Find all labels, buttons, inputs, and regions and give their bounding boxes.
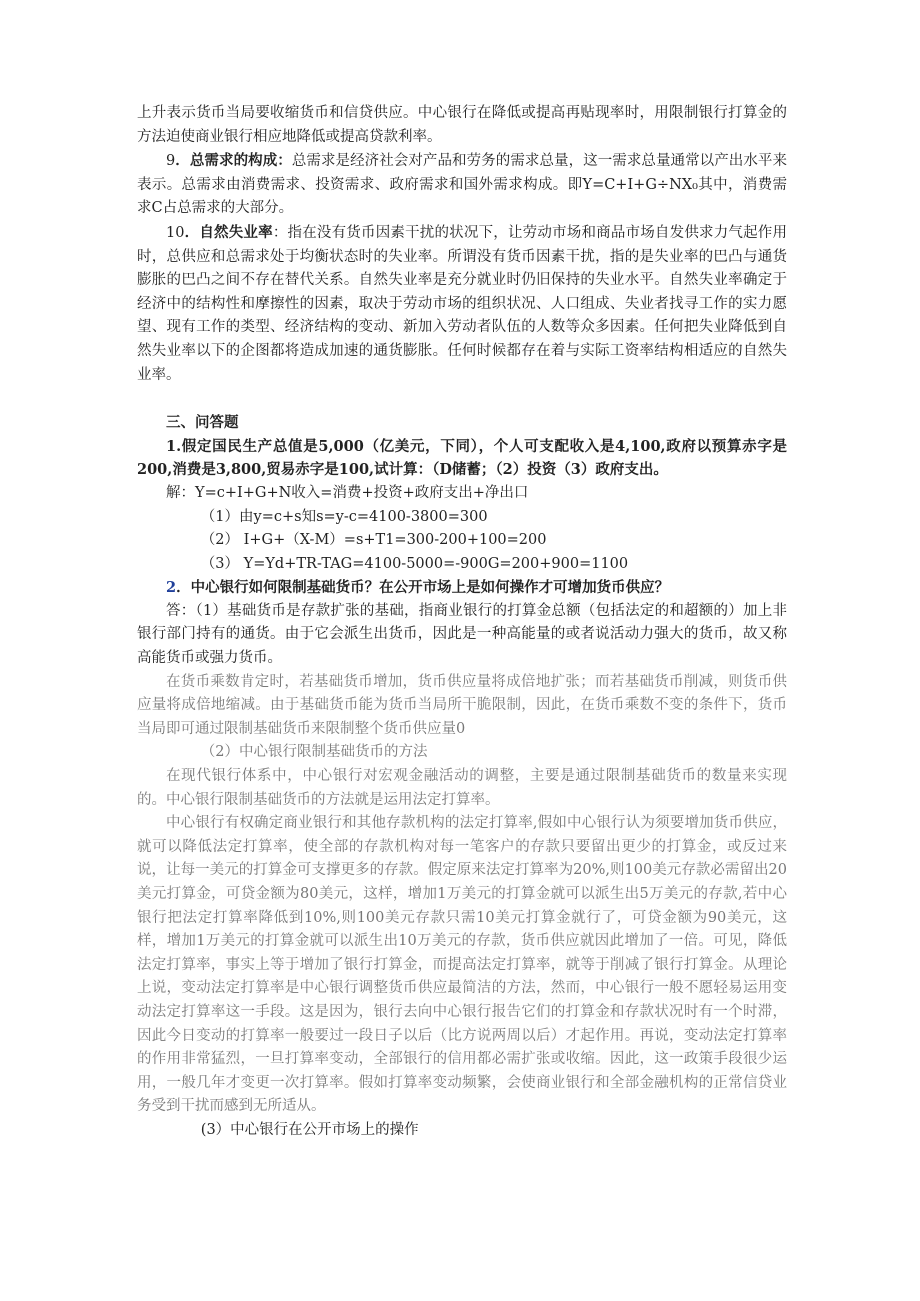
answer-paragraph-4: 中心银行有权确定商业银行和其他存款机构的法定打算率,假如中心银行认为须要增加货币供应，就可以降低法定打算率，使全部的存款机构对每一笔客户的存款只要留出更少的打算金，或反过来说，让每一美元的打算金可支撑更多的存款。假定原来法定打算率为20%,则100美元存款必需留出20美元打算金，可贷金额为80美元，这样，增加1万美元的打算金就可以派生出5万美元的存款,若中心银行把法定打算率降低到10%,则100美元存款只需10美元打算金就行了，可贷金额为90美元，这样，增加1万美元的打算金就可以派生出10万美元的存款，货币供应就因此增加了一倍。可见，降低法定打算率，事实上等于增加了银行打算金，而提高法定打算率，就等于削减了银行打算金。从理论上说，变动法定打算率是中心银行调整货币供应最简洁的方法，然而，中心银行一般不愿轻易运用变动法定打算率这一手段。这是因为，银行去向中心银行报告它们的打算金和存款状况时有一个时滞，因此今日变动的打算率一般要过一段日子以后（比方说两周以后）才起作用。再说，变动法定打算率的作用非常猛烈，一旦打算率变动，全部银行的信用都必需扩张或收缩。因此，这一政策手段很少运用，一般几年才变更一次打算率。假如打算率变动频繁，会使商业银行和全部金融机构的正常信贷业务受到干扰而感到无所适从。: [137, 815, 787, 1115]
spacer: [137, 387, 787, 411]
answer-paragraph-3: 在现代银行体系中，中心银行对宏观金融活动的调整，主要是通过限制基础货币的数量来实现的。中心银行限制基础货币的方法就是运用法定打算率。: [137, 768, 787, 808]
answer-paragraph-2: 在货币乘数肯定时，若基础货币增加，货币供应量将成倍地扩张；而若基础货币削减，则货币供应量将成倍地缩减。由于基础货币能为货币当局所干脆限制，因此，在货币乘数不变的条件下，货币当局即可通过限制基础货币来限制整个货币供应量0: [137, 673, 787, 737]
item-number: 10: [166, 224, 185, 241]
document-body: [137, 102, 787, 1143]
paragraph-item-9: [137, 149, 787, 221]
solution-step-1: （1）由y=c+s知s=y-c=4100-3800=300: [200, 508, 488, 525]
question-text: ．中心银行如何限制基础货币？在公开市场上是如何操作才可增加货币供应？: [176, 579, 670, 597]
question-2: [137, 576, 787, 600]
item-body: 总需求是经济社会对产品和劳务的需求总量，这一需求总量通常以产出水平来表示。总需求由消费需求、投资需求、政府需求和国外需求构成。即Y=C+I+G÷NX₀其中，消费需求C占总需求的大部分。: [137, 153, 787, 217]
answer-subheading-3: (3）中心银行在公开市场上的操作: [200, 1121, 419, 1138]
item-heading: ．总需求的构成：: [175, 152, 292, 170]
solution-step-2: （2） I+G+（X-M）=s+T1=300-200+100=200: [200, 532, 547, 549]
solution-step-3: （3） Y=Yd+TR-TAG=4100-5000=-900G=200+900=1100: [200, 555, 629, 572]
paragraph-item-10: [137, 221, 787, 387]
item-heading: ．自然失业率: [184, 223, 273, 241]
answer-paragraph-1: 答：（1）基础货币是存款扩张的基础，指商业银行的打算金总额（包括法定的和超额的）加上非银行部门持有的通货。由于它会派生出货币，因此是一种高能量的或者说活动力强大的货币，故又称高能货币或强力货币。: [137, 602, 787, 667]
item-body: ：指在没有货币因素干扰的状况下，让劳动市场和商品市场自发供求力气起作用时，总供应和总需求处于均衡状态时的失业率。所谓没有货币因素干扰，指的是失业率的巴凸与通货膨胀的巴凸之间不存在替代关系。自然失业率是充分就业时仍旧保持的失业水平。自然失业率确定于经济中的结构性和摩擦性的因素，取决于劳动市场的组织状况、人口组成、失业者找寻工作的实力愿望、现有工作的类型、经济结构的变动、新加入劳动者队伍的人数等众多因素。任何把失业降低到自然失业率以下的企图都将造成加速的通货膨胀。任何时候都存在着与实际工资率结构相适应的自然失业率。: [137, 224, 787, 383]
question-1: 1.假定国民生产总值是5,000（亿美元，下同），个人可支配收入是4,100,政府以预算赤字是200,消费是3,800,贸易赤字是100,试计算：（D储蓄；（2）投资（3）政府支出。: [137, 437, 787, 479]
solution-line: 解：Y=c+I+G+N收入=消费+投资+政府支出+净出口: [166, 484, 529, 501]
item-number: 2: [166, 579, 177, 597]
answer-subheading-2: （2）中心银行限制基础货币的方法: [200, 744, 428, 761]
section-heading: 三、问答题: [166, 414, 239, 432]
item-number: 9: [166, 153, 176, 170]
paragraph-intro: 上升表示货币当局要收缩货币和信贷供应。中心银行在降低或提高再贴现率时，用限制银行打算金的方法迫使商业银行相应地降低或提高贷款利率。: [137, 105, 787, 145]
